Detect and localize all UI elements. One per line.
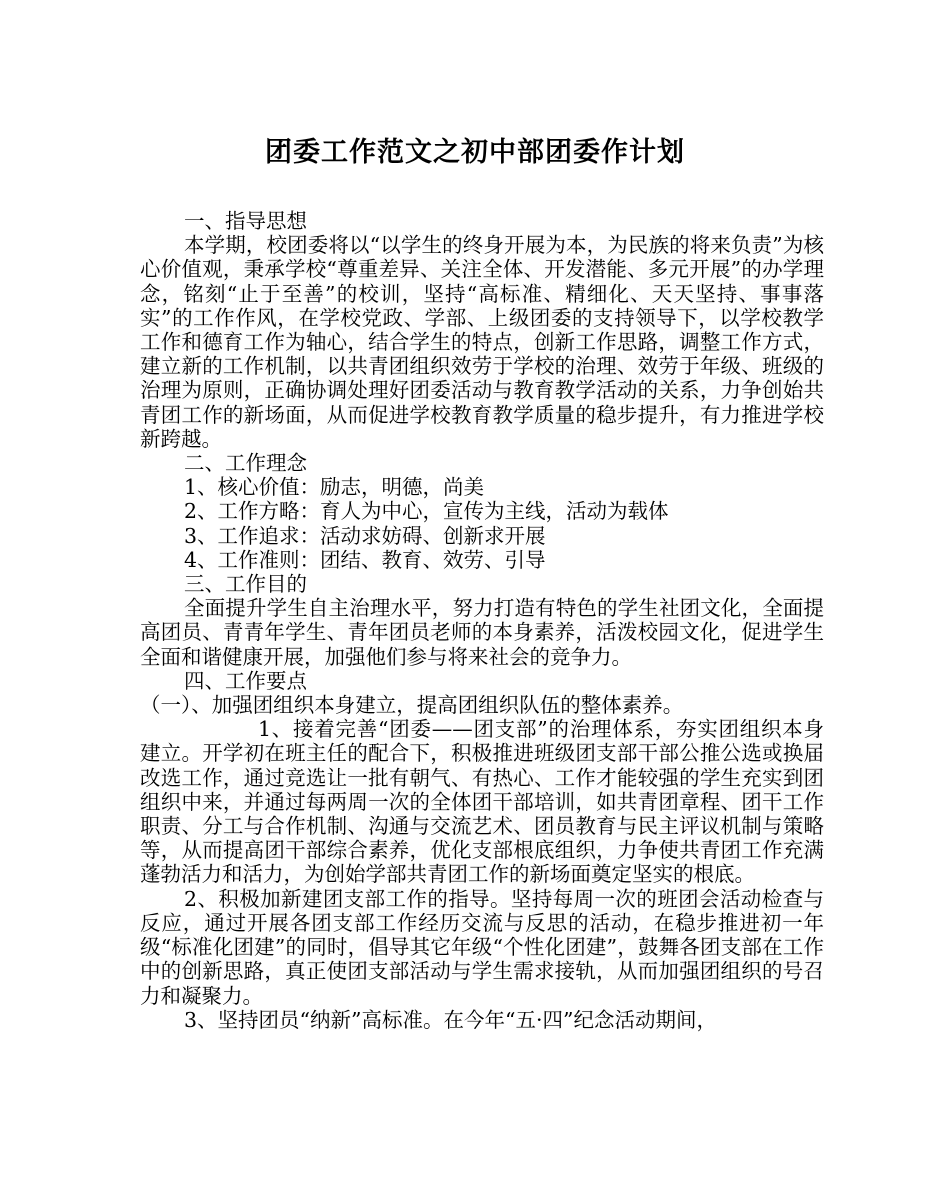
section-3-heading: 三、工作目的: [184, 572, 307, 597]
section-1-heading: 一、指导思想: [184, 209, 307, 233]
section-2-item-2: 2、工作方略：育人为中心，宣传为主线，活动为载体: [184, 499, 669, 524]
section-4-paragraph-3: 3、坚持团员“纳新”高标准。在今年“五·四”纪念活动期间，: [184, 1007, 717, 1032]
section-4-paragraph-1: 1、接着完善“团委——团支部”的治理体系，夯实团组织本身建立。开学初在班主任的配合下，积极推进班级团支部干部公推公选或换届改选工作，通过竞选让一批有朝气、有热心、工作才能较强的学生充实到团组织中来，并通过每两周一次的全体团干部培训，如共青团章程、团干工作职责、分工与合作机制、沟通与交流艺术、团员教育与民主评议机制与策略等，从而提高团干部综合素养，优化支部根底组织，力争使共青团工作充满蓬勃活力和活力，为创始学部共青团工作的新场面奠定坚实的根底。: [140, 717, 824, 887]
section-3-paragraph: 全面提升学生自主治理水平，努力打造有特色的学生社团文化，全面提高团员、青青年学生、青年团员老师的本身素养，活泼校园文化，促进学生全面和谐健康开展，加强他们参与将来社会的竞争力。: [140, 596, 824, 669]
section-1-paragraph: 本学期，校团委将以“以学生的终身开展为本，为民族的将来负责”为核心价值观，秉承学校“尊重差异、关注全体、开发潜能、多元开展”的办学理念，铭刻“止于至善”的校训，坚持“高标准、精细化、天天坚持、事事落实”的工作作风，在学校党政、学部、上级团委的支持领导下，以学校教学工作和德育工作为轴心，结合学生的特点，创新工作思路，调整工作方式，建立新的工作机制，以共青团组织效劳于学校的治理、效劳于年级、班级的治理为原则，正确协调处理好团委活动与教育教学活动的关系，力争创始共青团工作的新场面，从而促进学校教育教学质量的稳步提升，有力推进学校新跨越。: [140, 233, 824, 451]
section-2-item-4: 4、工作准则：团结、教育、效劳、引导: [184, 547, 546, 572]
document-title: 团委工作范文之初中部团委作计划: [265, 137, 685, 168]
section-2-heading: 二、工作理念: [184, 451, 307, 476]
section-4-paragraph-2: 2、积极加新建团支部工作的指导。坚持每周一次的班团会活动检查与反应，通过开展各团支部工作经历交流与反思的活动，在稳步推进初一年级“标准化团建”的同时，倡导其它年级“个性化团建”，鼓舞各团支部在工作中的创新思路，真正使团支部活动与学生需求接轨，从而加强团组织的号召力和凝聚力。: [140, 886, 824, 1008]
section-2-item-1: 1、核心价值：励志，明德，尚美: [184, 475, 485, 500]
section-4-subheading-1: （一）、加强团组织本身建立，提高团组织队伍的整体素养。: [140, 693, 684, 718]
section-4-heading: 四、工作要点: [184, 668, 307, 693]
document-body: [140, 209, 824, 1032]
section-2-item-3: 3、工作追求：活动求妨碍、创新求开展: [184, 523, 546, 548]
